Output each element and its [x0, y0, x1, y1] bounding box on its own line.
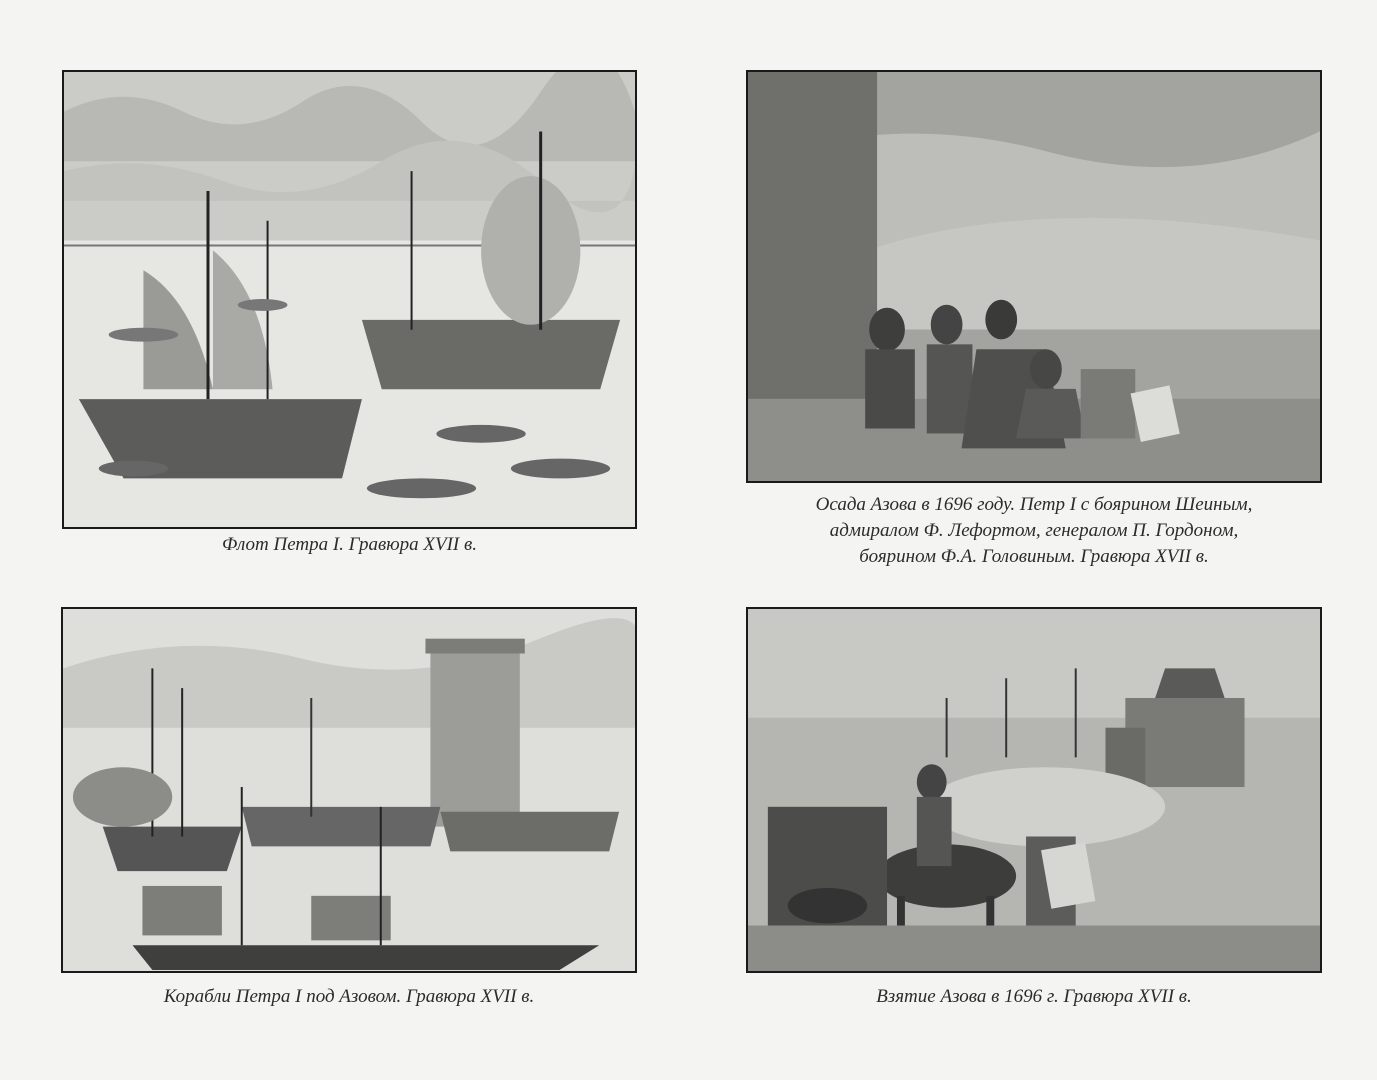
caption-capture-of-azov: [746, 984, 1322, 1010]
caption-fleet: [62, 532, 637, 558]
caption-capture-line: Взятие Азова в 1696 г. Гравюра XVII в.: [876, 986, 1192, 1007]
caption-siege-of-azov: [746, 492, 1322, 570]
caption-ships-line: Корабли Петра I под Азовом. Гравюра XVII в.: [163, 986, 535, 1007]
caption-siege-line-2: адмиралом Ф. Лефортом, генералом П. Гордоном,: [829, 520, 1239, 541]
caption-ships-near-azov: [61, 984, 637, 1010]
engraving-fleet: [62, 70, 637, 529]
engraving-siege-of-azov: [746, 70, 1322, 483]
engraving-siege-of-azov-image: [748, 72, 1320, 481]
engraving-capture-of-azov-image: [748, 609, 1320, 971]
engraving-fleet-image: [64, 72, 635, 527]
engraving-ships-near-azov: [61, 607, 637, 973]
caption-siege-line-1: Осада Азова в 1696 году. Петр I с боярином Шеиным,: [815, 494, 1253, 515]
caption-fleet-line: Флот Петра I. Гравюра XVII в.: [222, 534, 477, 555]
engraving-ships-near-azov-image: [63, 609, 635, 971]
caption-siege-line-3: боярином Ф.А. Головиным. Гравюра XVII в.: [859, 546, 1209, 567]
engraving-capture-of-azov: [746, 607, 1322, 973]
